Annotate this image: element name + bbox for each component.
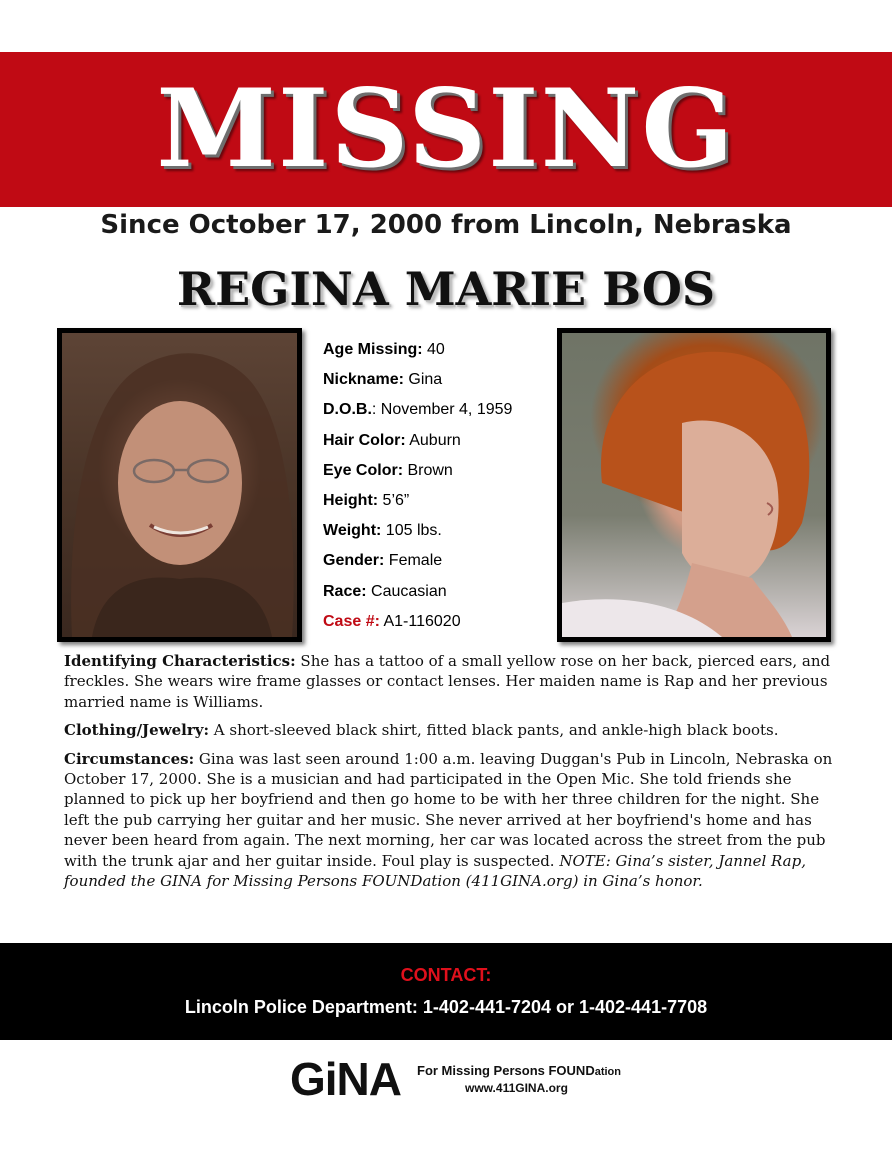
fact-gender [323, 551, 553, 581]
identifying-characteristics [64, 651, 840, 712]
fact-nickname [323, 370, 553, 400]
foundation-note: NOTE: Gina’s sister, Jannel Rap, founded the GINA for Missing Persons FOUNDation (411GINA.org) in Gina’s honor. [64, 851, 806, 891]
fact-label: D.O.B. [323, 401, 372, 419]
identifying-text: She has a tattoo of a small yellow rose on her back, pierced ears, and freckles. She wears wire frame glasses or contact lenses. Her maiden name is Rap and her previous married name is Williams. [64, 652, 831, 711]
logo-url: www.411GINA.org [465, 1081, 568, 1095]
gina-logo-wordmark: GiNA [290, 1053, 401, 1105]
fact-value: : November 4, 1959 [371, 401, 513, 419]
profile-illustration [562, 333, 826, 637]
fact-value: Female [384, 552, 443, 570]
fact-case-number [323, 612, 553, 642]
portrait-illustration [62, 333, 297, 637]
fact-weight [323, 521, 553, 551]
contact-phone-line: Lincoln Police Department: 1-402-441-7204 or 1-402-441-7708 [184, 997, 708, 1017]
contact-label: CONTACT: [400, 965, 492, 985]
circumstances-text: Gina was last seen around 1:00 a.m. leaving Duggan's Pub in Lincoln, Nebraska on October 17, 2000. She is a musician and had participated in the Open Mic. She told friends she planned to pick up her boyfriend and then go home to be with her three children for the night. She left the pub carrying her guitar and her music. She never arrived at her boyfriend's home and has never been heard from again. The next morning, her car was located across the street from the pub with the trunk ajar and her guitar inside. Foul play is suspected. [64, 749, 833, 870]
fact-label: Age Missing: [323, 341, 423, 358]
photo-profile-portrait [557, 328, 831, 642]
fact-label: Case #: [323, 612, 380, 630]
fact-value: Caucasian [366, 582, 447, 600]
photo-front-portrait [57, 328, 302, 642]
fact-eye-color [323, 461, 553, 491]
banner-title: MISSING [156, 66, 736, 192]
missing-since-line: Since October 17, 2000 from Lincoln, Nebraska [100, 210, 792, 240]
fact-value: Brown [403, 461, 453, 479]
fact-label: Eye Color: [323, 461, 404, 479]
circumstances [64, 749, 840, 892]
missing-banner [0, 52, 892, 207]
logo-tagline-found: FOUND [548, 1063, 595, 1078]
fact-race [323, 582, 553, 612]
fact-label: Race: [323, 582, 367, 600]
clothing-label: Clothing/Jewelry: [64, 721, 209, 740]
fact-value: 5’6” [378, 491, 410, 509]
missing-person-name: REGINA MARIE BOS [176, 262, 716, 316]
facts-list [323, 340, 553, 642]
fact-hair-color [323, 431, 553, 461]
fact-label: Gender: [323, 552, 385, 570]
fact-age-missing [323, 340, 553, 370]
case-details [64, 651, 840, 899]
circumstances-label: Circumstances: [64, 749, 195, 768]
fact-height [323, 491, 553, 521]
fact-label: Height: [323, 491, 379, 509]
logo-tagline-ation: ation [594, 1066, 621, 1078]
clothing-text: A short-sleeved black shirt, fitted black pants, and ankle-high black boots. [209, 721, 779, 740]
fact-value: Auburn [405, 431, 461, 449]
fact-label: Weight: [323, 522, 382, 540]
fact-label: Nickname: [323, 371, 404, 389]
fact-value: Gina [403, 371, 443, 389]
fact-dob [323, 400, 553, 430]
contact-bar [0, 943, 892, 1040]
fact-value: A1-116020 [379, 612, 461, 630]
logo-tagline-part: For Missing Persons [417, 1063, 549, 1078]
clothing-jewelry [64, 720, 840, 740]
logo-tagline [417, 1063, 621, 1078]
fact-value: 105 lbs. [381, 522, 442, 540]
fact-label: Hair Color: [323, 431, 406, 449]
fact-value: 40 [422, 341, 445, 358]
identifying-label: Identifying Characteristics: [64, 652, 296, 670]
